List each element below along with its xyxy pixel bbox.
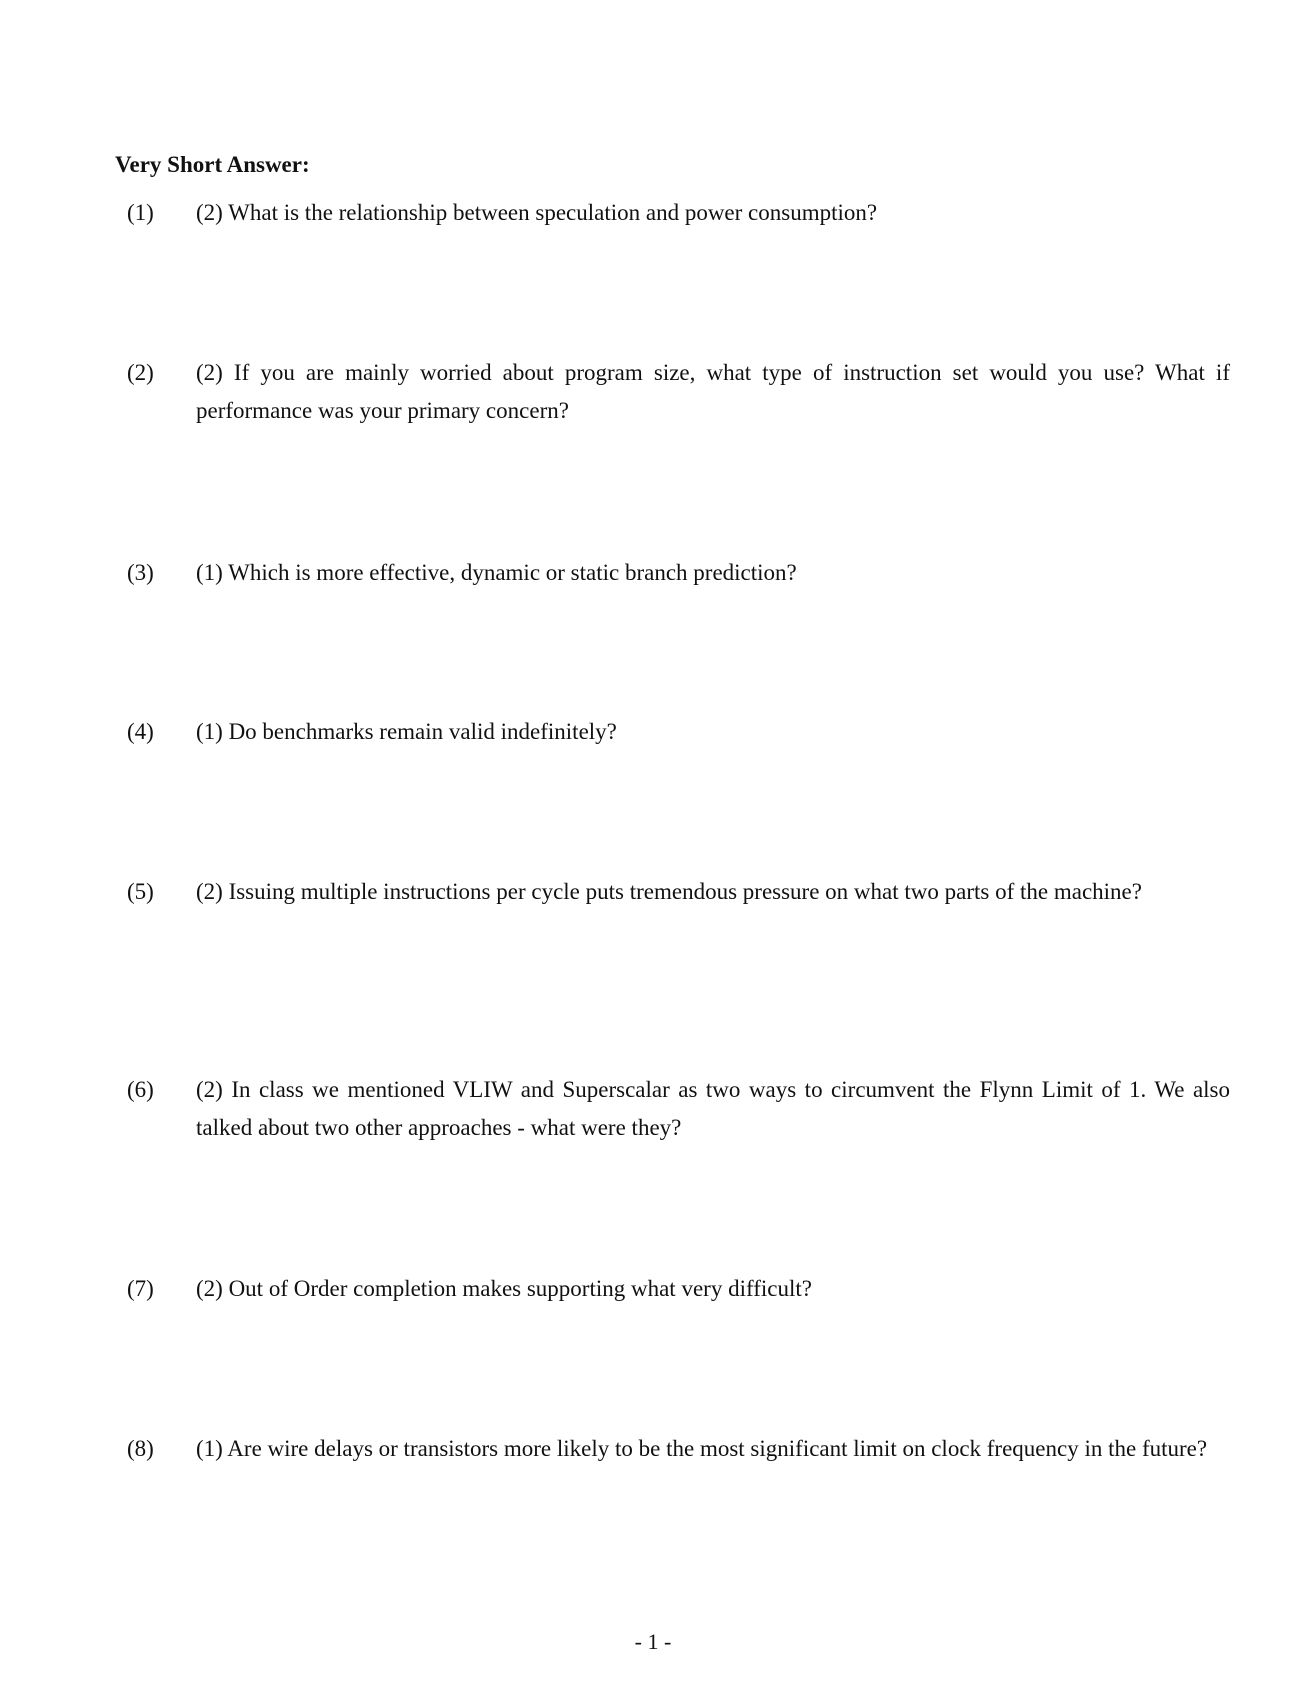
question-text: (2) In class we mentioned VLIW and Superscalar as two ways to circumvent the Flynn Limit of 1. We also talked about two other approaches - what were they?: [196, 1077, 1230, 1140]
question-text: (2) If you are mainly worried about program size, what type of instruction set would you use? What if performance was your primary concern?: [196, 360, 1230, 423]
page-number: - 1 -: [634, 1629, 672, 1654]
question-number: (2): [127, 360, 154, 385]
question-text: (2) What is the relationship between speculation and power consumption?: [196, 200, 878, 225]
question-text: (2) Out of Order completion makes supporting what very difficult?: [196, 1276, 812, 1301]
section-heading: Very Short Answer:: [115, 152, 310, 177]
question-number: (3): [127, 560, 154, 585]
question-text: (2) Issuing multiple instructions per cycle puts tremendous pressure on what two parts of the machine?: [196, 879, 1142, 904]
question-number: (4): [127, 719, 154, 744]
question-text: (1) Which is more effective, dynamic or static branch prediction?: [196, 560, 797, 585]
question-number: (8): [127, 1436, 154, 1461]
question-number: (5): [127, 879, 154, 904]
question-number: (7): [127, 1276, 154, 1301]
question-text: (1) Do benchmarks remain valid indefinitely?: [196, 719, 617, 744]
question-number: (1): [127, 200, 154, 225]
question-text: (1) Are wire delays or transistors more likely to be the most significant limit on clock frequency in the future?: [196, 1436, 1208, 1461]
question-number: (6): [127, 1077, 154, 1102]
